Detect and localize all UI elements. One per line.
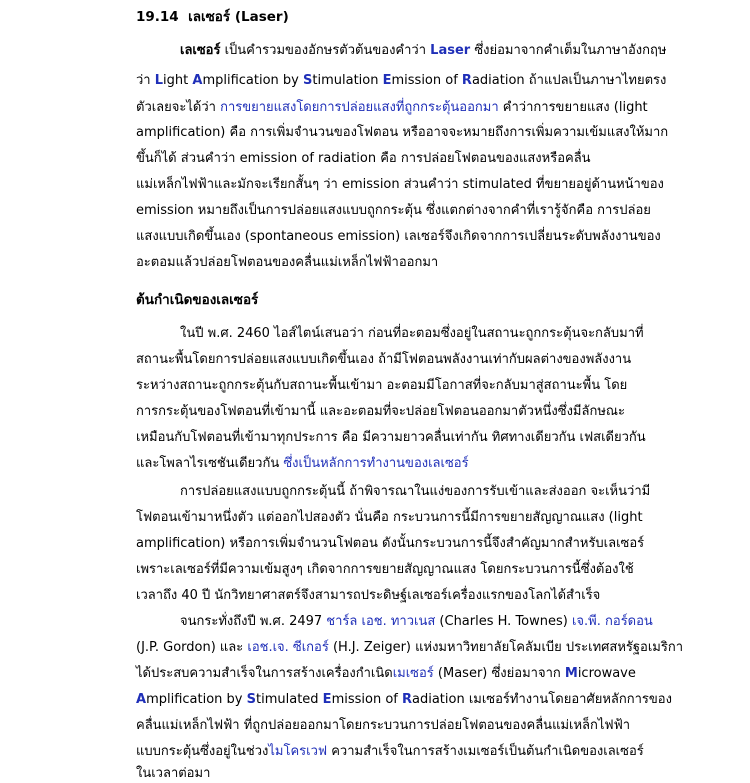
para4-line6: แบบกระตุ้นซึ่งอยู่ในช่วงไมโครเวฟ ความสำเร็จในการสร้างเมเซอร์เป็นต้นกำเนิดของเลเซอร์ — [136, 744, 644, 759]
para1-line7: emission หมายถึงเป็นการปล่อยแสงแบบถูกกระตุ้น ซึ่งแตกต่างจากคำที่เรารู้จักคือ การปล่อย — [136, 203, 651, 218]
para4-line3: ได้ประสบความสำเร็จในการสร้างเครื่องกำเนิดเมเซอร์ (Maser) ซึ่งย่อมาจาก Microwave — [136, 666, 636, 681]
link-maser[interactable]: เมเซอร์ — [392, 666, 434, 681]
para3-line2: โฟตอนเข้ามาหนึ่งตัว แต่ออกไปสองตัว นั่นคือ กระบวนการนี้มีการขยายสัญญาณแสง (light — [136, 510, 643, 525]
para1-line6: แม่เหล็กไฟฟ้าและมักจะเรียกสั้นๆ ว่า emission ส่วนคำว่า stimulated ที่ขยายอยู่ด้านหน้าของ — [136, 177, 664, 192]
link-laser-principle[interactable]: ซึ่งเป็นหลักการทำงานของเลเซอร์ — [283, 456, 469, 471]
para1-line4: amplification) คือ การเพิ่มจำนวนของโฟตอน หรืออาจจะหมายถึงการเพิ่มความเข้มแสงให้มาก — [136, 125, 669, 140]
para1-line8: แสงแบบเกิดขึ้นเอง (spontaneous emission) เลเซอร์จึงเกิดจากการเปลี่ยนระดับพลังงานของ — [136, 229, 661, 244]
para1-line2: ว่า Light Amplification by Stimulation Emission of Radiation ถ้าแปลเป็นภาษาไทยตรง — [136, 73, 667, 88]
link-microwave[interactable]: ไมโครเวฟ — [268, 744, 328, 759]
para4-line2: (J.P. Gordon) และ เอช.เจ. ซีเกอร์ (H.J. Zeiger) แห่งมหาวิทยาลัยโคลัมเบีย ประเทศสหรัฐอเมริกา — [136, 640, 684, 655]
para4-line1: จนกระทั่งถึงปี พ.ศ. 2497 ชาร์ล เอช. ทาวเนส (Charles H. Townes) เจ.พี. กอร์ดอน — [180, 614, 653, 629]
link-laser-definition[interactable]: การขยายแสงโดยการปล่อยแสงที่ถูกกระตุ้นออกมา — [220, 100, 499, 115]
para3-line1: การปล่อยแสงแบบถูกกระตุ้นนี้ ถ้าพิจารณาในแง่ของการรับเข้าและส่งออก จะเห็นว่ามี — [180, 484, 651, 499]
para2-line5: เหมือนกับโฟตอนที่เข้ามาทุกประการ คือ มีความยาวคลื่นเท่ากัน ทิศทางเดียวกัน เฟสเดียวกัน — [136, 430, 646, 445]
para3-line3: amplification) หรือการเพิ่มจำนวนโฟตอน ดังนั้นกระบวนการนี้จึงสำคัญมากสำหรับเลเซอร์ — [136, 536, 645, 551]
acronym-laser: Laser — [430, 43, 471, 58]
section-heading — [136, 9, 289, 25]
link-jp-gordon[interactable]: เจ.พี. กอร์ดอน — [571, 614, 653, 629]
link-hj-zeiger[interactable]: เอช.เจ. ซีเกอร์ — [247, 640, 329, 655]
section-title: เลเซอร์ (Laser) — [188, 9, 289, 25]
link-charles-townes[interactable]: ชาร์ล เอช. ทาวเนส — [326, 614, 436, 629]
para2-line3: ระหว่างสถานะถูกกระตุ้นกับสถานะพื้นเข้ามา อะตอมมีโอกาสที่จะกลับมาสู่สถานะพื้น โดย — [136, 378, 628, 393]
para2-line6: และโพลาไรเซชันเดียวกัน ซึ่งเป็นหลักการทำงานของเลเซอร์ — [136, 456, 469, 471]
para4-line7: ในเวลาต่อมา — [136, 766, 211, 781]
section-number: 19.14 — [136, 9, 179, 25]
para2-line4: การกระตุ้นของโฟตอนที่เข้ามานี้ และอะตอมที่จะปล่อยโฟตอนออกมาตัวหนึ่งซึ่งมีลักษณะ — [136, 404, 625, 419]
para3-line4: เพราะเลเซอร์ที่มีความเข้มสูงๆ เกิดจากการขยายสัญญาณแสง โดยกระบวนการนี้ซึ่งต้องใช้ — [136, 562, 634, 577]
origin-heading: ต้นกำเนิดของเลเซอร์ — [136, 292, 259, 308]
para4-line5: คลื่นแม่เหล็กไฟฟ้า ที่ถูกปล่อยออกมาโดยกระบวนการปล่อยโฟตอนของคลื่นแม่เหล็กไฟฟ้า — [136, 718, 631, 733]
para2-line2: สถานะพื้นโดยการปล่อยแสงแบบเกิดขึ้นเอง ถ้ามีโฟตอนพลังงานเท่ากับผลต่างของพลังงาน — [136, 352, 632, 367]
para4-line4: Amplification by Stimulated Emission of Radiation เมเซอร์ทำงานโดยอาศัยหลักการของ — [136, 692, 672, 707]
para1-line9: อะตอมแล้วปล่อยโฟตอนของคลื่นแม่เหล็กไฟฟ้าออกมา — [136, 255, 439, 270]
para2-line1: ในปี พ.ศ. 2460 ไอส์ไตน์เสนอว่า ก่อนที่อะตอมซึ่งอยู่ในสถานะถูกกระตุ้นจะกลับมาที่ — [180, 326, 644, 341]
term-laser: เลเซอร์ — [180, 43, 221, 58]
para1-line1: เลเซอร์ เป็นคำรวมของอักษรตัวต้นของคำว่า Laser ซึ่งย่อมาจากคำเต็มในภาษาอังกฤษ — [180, 43, 667, 58]
para1-line5: ขึ้นก็ได้ ส่วนคำว่า emission of radiation คือ การปล่อยโฟตอนของแสงหรือคลื่น — [136, 151, 591, 166]
para3-line5: เวลาถึง 40 ปี นักวิทยาศาสตร์จึงสามารถประดิษฐ์เลเซอร์เครื่องแรกของโลกได้สำเร็จ — [136, 588, 601, 603]
para1-line3: ตัวเลยจะได้ว่า การขยายแสงโดยการปล่อยแสงที่ถูกกระตุ้นออกมา คำว่าการขยายแสง (light — [136, 100, 648, 115]
